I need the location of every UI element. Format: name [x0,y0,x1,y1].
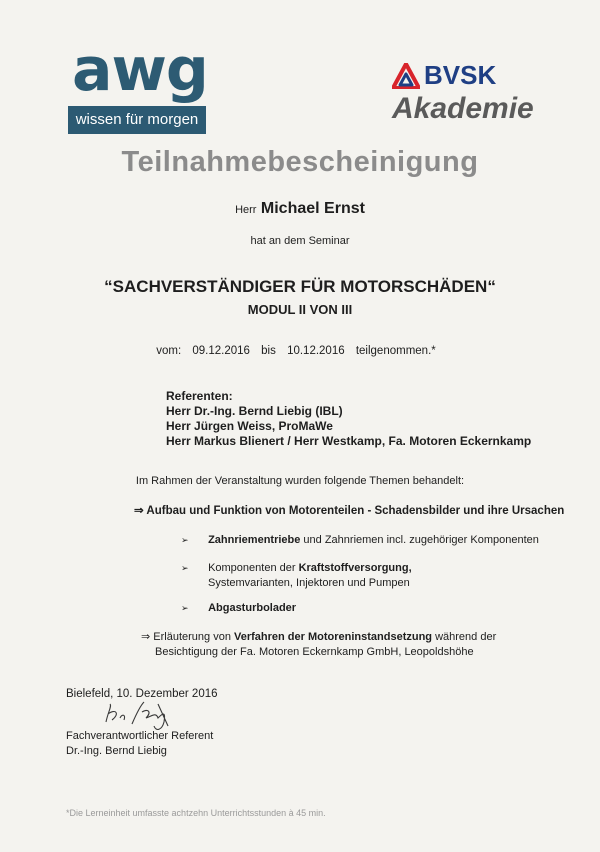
subtopic-text: Systemvarianten, Injektoren und Pumpen [208,577,410,589]
subtopic [181,561,412,591]
signer-name: Dr.-Ing. Bernd Liebig [66,745,167,757]
awg-logo-tagline: wissen für morgen [68,106,206,134]
awg-logo-word: awg [72,35,208,105]
erlaeuterung-text: während der [432,631,497,643]
main-topic-text: Aufbau und Funktion von Motorenteilen - Schadensbilder und ihre Ursachen [146,505,565,517]
topics-intro: Im Rahmen der Veranstaltung wurden folgende Themen behandelt: [135,475,465,487]
referent-line: Herr Markus Blienert / Herr Westkamp, Fa. Motoren Eckernkamp [166,434,532,448]
bvsk-triangle-icon [392,63,420,89]
awg-logo [68,35,208,138]
bvsk-akademie-logo [392,60,534,130]
dates-suffix: teilgenommen.* [355,345,436,357]
subtopic [181,601,296,616]
module-label: MODUL II VON III [247,302,353,317]
erlaeuterung-text: Erläuterung von [153,631,234,643]
seminar-title: “SACHVERSTÄNDIGER FÜR MOTORSCHÄDEN“ [104,277,496,296]
erlaeuterung [141,630,496,660]
subtopic [181,533,539,548]
place-date: Bielefeld, 10. Dezember 2016 [66,688,218,700]
date-from-label: vom: [156,345,182,357]
main-topic [134,503,564,517]
erlaeuterung-bold: Verfahren der Motoreninstandsetzung [234,631,433,643]
akademie-logo-word: Akademie [392,92,534,125]
subtopic-text: Komponenten der [208,562,299,574]
date-to-label: bis [261,345,276,357]
footnote: *Die Lerneinheit umfasste achtzehn Unterrichtsstunden à 45 min. [66,808,326,818]
date-from: 09.12.2016 [192,345,250,357]
recipient [0,200,600,218]
recipient-name: Michael Ernst [260,200,365,217]
document-title: Teilnahmebescheinigung [121,146,479,178]
subtopic-bold: Abgasturbolader [208,602,297,614]
erlaeuterung-text: Besichtigung der Fa. Motoren Eckernkamp GmbH, Leopoldshöhe [155,646,474,658]
date-to: 10.12.2016 [287,345,345,357]
triangle-bullet-icon: ➢ [181,563,189,573]
handwritten-signature [98,700,188,734]
subtopic-bold: Zahnriementriebe [208,534,301,546]
triangle-bullet-icon: ➢ [181,603,189,613]
seminar-dates [0,345,600,357]
triangle-bullet-icon: ➢ [181,535,189,545]
subtopic-bold: Kraftstoffversorgung, [298,562,412,574]
referent-line: Herr Dr.-Ing. Bernd Liebig (IBL) [166,404,343,418]
attended-text: hat an dem Seminar [250,235,350,247]
subtopic-text: und Zahnriemen incl. zugehöriger Komponenten [300,534,539,546]
referenten-heading: Referenten: [166,389,233,403]
bvsk-logo-word: BVSK [424,60,497,90]
double-arrow-icon: ⇒ [134,505,147,517]
referent-line: Herr Jürgen Weiss, ProMaWe [166,419,333,433]
double-arrow-icon: ⇒ [141,631,154,643]
recipient-salutation: Herr [235,204,257,216]
referenten-block [166,389,531,449]
signer-title: Fachverantwortlicher Referent [66,730,214,742]
